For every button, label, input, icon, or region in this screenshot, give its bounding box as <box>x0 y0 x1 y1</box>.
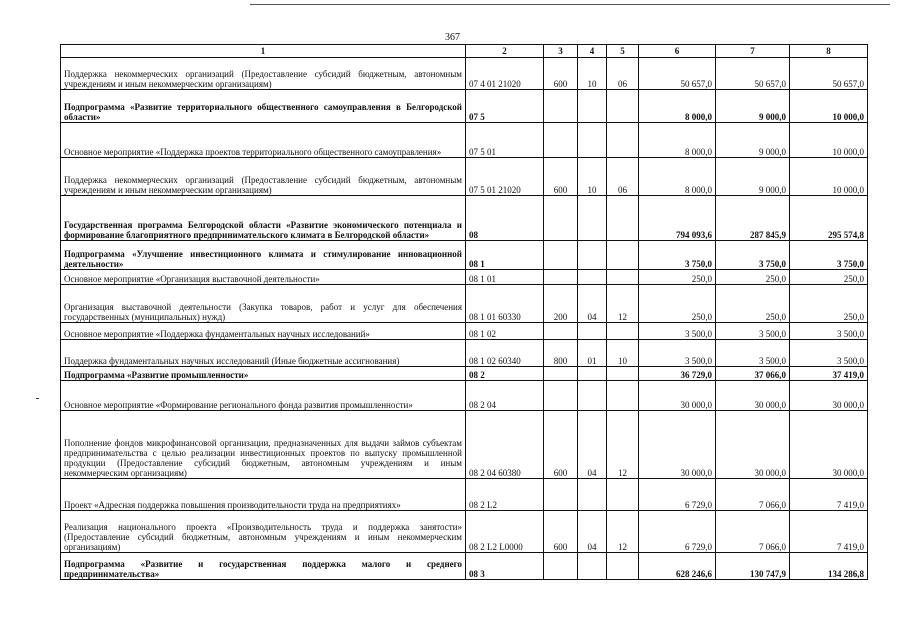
row-value-6: 6 729,0 <box>639 511 716 553</box>
row-section: 04 <box>578 411 607 479</box>
row-section: 01 <box>578 340 607 367</box>
row-value-7: 3 750,0 <box>716 241 790 270</box>
table-row <box>61 367 868 381</box>
row-expense-type: 200 <box>544 285 578 323</box>
table-row <box>61 123 868 158</box>
row-value-7: 30 000,0 <box>716 411 790 479</box>
row-subsection: 10 <box>607 340 639 367</box>
row-value-7: 30 000,0 <box>716 381 790 411</box>
row-value-6: 30 000,0 <box>639 411 716 479</box>
row-value-6: 50 657,0 <box>639 58 716 90</box>
row-section <box>578 367 607 381</box>
row-section <box>578 123 607 158</box>
row-section <box>578 323 607 340</box>
row-section <box>578 196 607 241</box>
row-value-7: 37 066,0 <box>716 367 790 381</box>
row-value-8: 30 000,0 <box>790 381 868 411</box>
row-expense-type <box>544 479 578 511</box>
row-section: 10 <box>578 158 607 196</box>
row-expense-type <box>544 270 578 285</box>
row-name: Поддержка некоммерческих организаций (Предоставление субсидий бюджетным, автономным учреждениям и иным некоммерческим организациям) <box>61 58 466 90</box>
row-name: Основное мероприятие «Поддержка фундаментальных научных исследований» <box>61 323 466 340</box>
row-subsection <box>607 90 639 123</box>
row-value-7: 3 500,0 <box>716 340 790 367</box>
table-row <box>61 411 868 479</box>
row-value-6: 3 750,0 <box>639 241 716 270</box>
row-code: 08 2 L2 <box>466 479 544 511</box>
row-value-7: 50 657,0 <box>716 58 790 90</box>
row-value-8: 50 657,0 <box>790 58 868 90</box>
table-row <box>61 241 868 270</box>
row-code: 08 1 01 60330 <box>466 285 544 323</box>
table-row <box>61 285 868 323</box>
row-code: 08 1 02 <box>466 323 544 340</box>
row-code: 08 1 01 <box>466 270 544 285</box>
row-code: 08 <box>466 196 544 241</box>
row-name: Подпрограмма «Развитие и государственная поддержка малого и среднего предпринимательства» <box>61 553 466 580</box>
header-cell: 1 <box>61 45 466 58</box>
row-subsection <box>607 323 639 340</box>
table-row <box>61 381 868 411</box>
row-name: Проект «Адресная поддержка повышения производительности труда на предприятиях» <box>61 479 466 511</box>
row-name: Основное мероприятие «Организация выставочной деятельности» <box>61 270 466 285</box>
row-value-6: 8 000,0 <box>639 158 716 196</box>
row-code: 08 2 04 60380 <box>466 411 544 479</box>
row-subsection: 06 <box>607 58 639 90</box>
row-value-8: 134 286,8 <box>790 553 868 580</box>
row-value-8: 295 574,8 <box>790 196 868 241</box>
row-expense-type: 600 <box>544 58 578 90</box>
row-value-8: 10 000,0 <box>790 90 868 123</box>
row-expense-type <box>544 323 578 340</box>
row-section: 04 <box>578 285 607 323</box>
row-name: Основное мероприятие «Поддержка проектов территориального общественного самоуправления» <box>61 123 466 158</box>
row-expense-type <box>544 553 578 580</box>
row-name: Государственная программа Белгородской области «Развитие экономического потенциала и формирование благоприятного предпринимательского климата в Белгородской области» <box>61 196 466 241</box>
row-value-6: 3 500,0 <box>639 340 716 367</box>
row-expense-type <box>544 381 578 411</box>
row-subsection <box>607 367 639 381</box>
row-code: 08 3 <box>466 553 544 580</box>
row-value-8: 3 500,0 <box>790 340 868 367</box>
budget-table <box>60 44 868 580</box>
row-name: Организация выставочной деятельности (Закупка товаров, работ и услуг для обеспечения государственных (муниципальных) нужд) <box>61 285 466 323</box>
row-subsection <box>607 381 639 411</box>
row-subsection <box>607 270 639 285</box>
row-expense-type: 800 <box>544 340 578 367</box>
row-section: 04 <box>578 511 607 553</box>
row-expense-type <box>544 196 578 241</box>
row-code: 08 1 02 60340 <box>466 340 544 367</box>
table-row <box>61 340 868 367</box>
row-code: 08 2 <box>466 367 544 381</box>
row-section <box>578 553 607 580</box>
row-subsection <box>607 241 639 270</box>
row-subsection: 12 <box>607 511 639 553</box>
header-cell: 3 <box>544 45 578 58</box>
header-cell: 8 <box>790 45 868 58</box>
row-code: 08 1 <box>466 241 544 270</box>
row-expense-type <box>544 123 578 158</box>
row-value-6: 6 729,0 <box>639 479 716 511</box>
row-value-8: 250,0 <box>790 270 868 285</box>
row-expense-type <box>544 241 578 270</box>
header-row <box>61 45 868 58</box>
row-subsection <box>607 553 639 580</box>
row-section <box>578 241 607 270</box>
row-value-6: 8 000,0 <box>639 90 716 123</box>
row-expense-type <box>544 367 578 381</box>
row-value-8: 3 750,0 <box>790 241 868 270</box>
row-value-7: 250,0 <box>716 270 790 285</box>
row-value-6: 36 729,0 <box>639 367 716 381</box>
row-value-7: 7 066,0 <box>716 479 790 511</box>
row-code: 08 2 L2 L0000 <box>466 511 544 553</box>
row-value-6: 250,0 <box>639 270 716 285</box>
row-subsection <box>607 196 639 241</box>
row-name: Подпрограмма «Улучшение инвестиционного климата и стимулирование инновационной деятельности» <box>61 241 466 270</box>
top-rule <box>250 4 890 5</box>
row-subsection <box>607 479 639 511</box>
row-value-7: 3 500,0 <box>716 323 790 340</box>
row-value-7: 9 000,0 <box>716 158 790 196</box>
row-value-7: 130 747,9 <box>716 553 790 580</box>
row-expense-type <box>544 90 578 123</box>
header-cell: 2 <box>466 45 544 58</box>
row-value-8: 250,0 <box>790 285 868 323</box>
row-subsection: 06 <box>607 158 639 196</box>
table-row <box>61 158 868 196</box>
row-value-8: 7 419,0 <box>790 479 868 511</box>
row-expense-type: 600 <box>544 411 578 479</box>
header-cell: 7 <box>716 45 790 58</box>
table-row <box>61 196 868 241</box>
scan-mark <box>36 398 39 399</box>
row-code: 07 5 01 21020 <box>466 158 544 196</box>
row-subsection: 12 <box>607 285 639 323</box>
row-name: Подпрограмма «Развитие территориального общественного самоуправления в Белгородской области» <box>61 90 466 123</box>
row-code: 07 5 01 <box>466 123 544 158</box>
row-expense-type: 600 <box>544 511 578 553</box>
table-row <box>61 90 868 123</box>
header-cell: 5 <box>607 45 639 58</box>
row-section <box>578 479 607 511</box>
table-row <box>61 479 868 511</box>
row-name: Основное мероприятие «Формирование регионального фонда развития промышленности» <box>61 381 466 411</box>
row-section: 10 <box>578 58 607 90</box>
row-value-6: 250,0 <box>639 285 716 323</box>
row-section <box>578 90 607 123</box>
table-row <box>61 58 868 90</box>
table-row <box>61 553 868 580</box>
row-value-6: 30 000,0 <box>639 381 716 411</box>
row-name: Подпрограмма «Развитие промышленности» <box>61 367 466 381</box>
row-value-6: 8 000,0 <box>639 123 716 158</box>
row-value-6: 3 500,0 <box>639 323 716 340</box>
row-value-8: 37 419,0 <box>790 367 868 381</box>
table-row <box>61 270 868 285</box>
row-code: 07 4 01 21020 <box>466 58 544 90</box>
row-expense-type: 600 <box>544 158 578 196</box>
header-cell: 4 <box>578 45 607 58</box>
row-code: 07 5 <box>466 90 544 123</box>
row-value-6: 628 246,6 <box>639 553 716 580</box>
row-section <box>578 381 607 411</box>
row-name: Поддержка некоммерческих организаций (Предоставление субсидий бюджетным, автономным учреждениям и иным некоммерческим организациям) <box>61 158 466 196</box>
row-value-7: 9 000,0 <box>716 90 790 123</box>
row-value-8: 3 500,0 <box>790 323 868 340</box>
header-cell: 6 <box>639 45 716 58</box>
row-value-6: 794 093,6 <box>639 196 716 241</box>
row-value-7: 7 066,0 <box>716 511 790 553</box>
table-row <box>61 323 868 340</box>
table-row <box>61 511 868 553</box>
row-value-8: 30 000,0 <box>790 411 868 479</box>
row-name: Поддержка фундаментальных научных исследований (Иные бюджетные ассигнования) <box>61 340 466 367</box>
row-value-8: 10 000,0 <box>790 123 868 158</box>
row-code: 08 2 04 <box>466 381 544 411</box>
page-number: 367 <box>445 32 460 43</box>
row-name: Реализация национального проекта «Производительность труда и поддержка занятости» (Предоставление субсидий бюджетным, автономным учреждениям и иным некоммерческим организациям) <box>61 511 466 553</box>
row-value-7: 287 845,9 <box>716 196 790 241</box>
row-subsection <box>607 123 639 158</box>
row-value-7: 9 000,0 <box>716 123 790 158</box>
row-value-8: 10 000,0 <box>790 158 868 196</box>
row-value-8: 7 419,0 <box>790 511 868 553</box>
row-value-7: 250,0 <box>716 285 790 323</box>
row-section <box>578 270 607 285</box>
row-subsection: 12 <box>607 411 639 479</box>
row-name: Пополнение фондов микрофинансовой организации, предназначенных для выдачи займов субъектам предпринимательства с целью реализации инвестиционных проектов по выпуску промышленной продукции (Предоставление субсидий бюджетным, автономным учреждениям и иным некоммерческим организациям) <box>61 411 466 479</box>
